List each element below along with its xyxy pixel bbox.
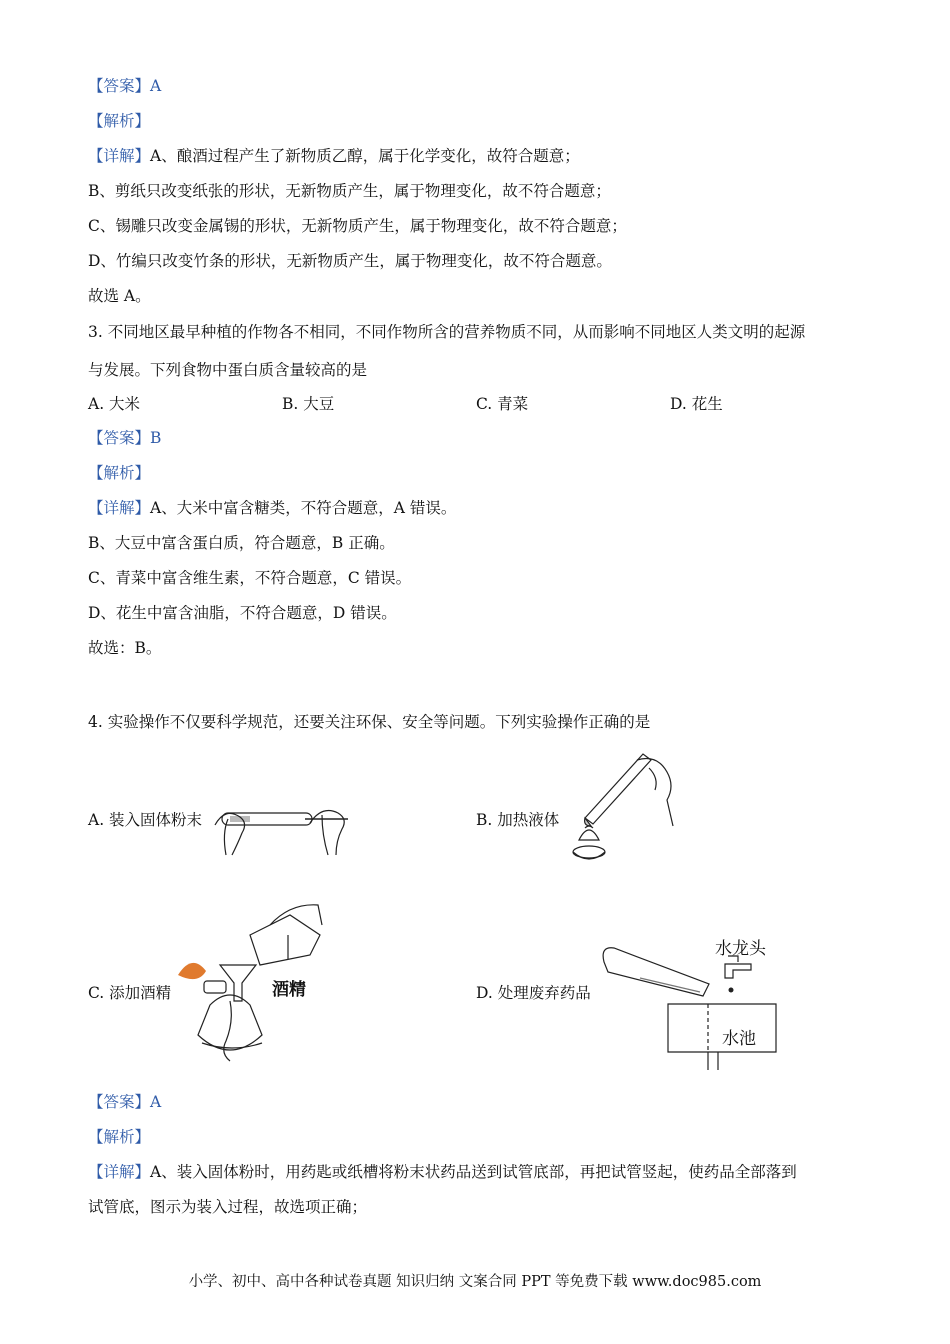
q2-answer: 【答案】A bbox=[88, 77, 162, 95]
q4-answer: 【答案】A bbox=[88, 1093, 162, 1111]
q4-stem: 4. 实验操作不仅要科学规范，还要关注环保、安全等问题。下列实验操作正确的是 bbox=[88, 713, 651, 731]
q3-detail-text: A、大米中富含糖类，不符合题意，A 错误。 bbox=[150, 499, 457, 517]
q4-detail-tag: 【详解】 bbox=[88, 1163, 151, 1181]
q2-line-c: C、锡雕只改变金属锡的形状，无新物质产生，属于物理变化，故不符合题意； bbox=[88, 217, 627, 235]
q4-option-b: B. 加热液体 bbox=[476, 811, 560, 829]
alcohol-label: 酒精 bbox=[272, 980, 306, 1000]
q4-option-d: D. 处理废弃药品 bbox=[476, 984, 591, 1002]
q4-detail-line2: 试管底，图示为装入过程，故选项正确； bbox=[88, 1198, 368, 1216]
q2-detail-text: A、酿酒过程产生了新物质乙醇，属于化学变化，故符合题意； bbox=[150, 147, 580, 165]
q4-analysis-heading: 【解析】 bbox=[88, 1128, 151, 1146]
q3-answer: 【答案】B bbox=[88, 429, 162, 447]
q2-detail-line bbox=[88, 146, 580, 166]
sink-label: 水池 bbox=[722, 1029, 756, 1049]
q3-conclusion: 故选：B。 bbox=[88, 639, 162, 657]
figure-d-waste-disposal bbox=[600, 932, 780, 1072]
q3-detail-tag: 【详解】 bbox=[88, 499, 151, 517]
q4-detail-text: A、装入固体粉时，用药匙或纸槽将粉末状药品送到试管底部，再把试管竖起，使药品全部落到 bbox=[150, 1163, 797, 1181]
q3-option-c: C. 青菜 bbox=[476, 395, 529, 413]
q4-option-c: C. 添加酒精 bbox=[88, 984, 172, 1002]
q4-detail-line bbox=[88, 1162, 797, 1182]
figure-a-powder-loading bbox=[210, 785, 360, 860]
q3-line-d: D、花生中富含油脂，不符合题意，D 错误。 bbox=[88, 604, 397, 622]
q3-detail-line bbox=[88, 498, 456, 518]
q2-line-d: D、竹编只改变竹条的形状，无新物质产生，属于物理变化，故不符合题意。 bbox=[88, 252, 612, 270]
q3-line-b: B、大豆中富含蛋白质，符合题意，B 正确。 bbox=[88, 534, 395, 552]
faucet-label: 水龙头 bbox=[715, 939, 766, 959]
q3-stem-line1: 3. 不同地区最早种植的作物各不相同，不同作物所含的营养物质不同，从而影响不同地区人类文明的起源 bbox=[88, 323, 806, 341]
water-drop-icon bbox=[729, 988, 734, 993]
figure-b-heating-liquid bbox=[565, 748, 685, 866]
q3-analysis-heading: 【解析】 bbox=[88, 464, 151, 482]
flame-icon bbox=[178, 963, 206, 979]
q3-stem-line2: 与发展。下列食物中蛋白质含量较高的是 bbox=[88, 361, 368, 379]
page-footer: 小学、初中、高中各种试卷真题 知识归纳 文案合同 PPT 等免费下载 www.doc985.com bbox=[188, 1274, 762, 1290]
q2-detail-tag: 【详解】 bbox=[88, 147, 151, 165]
figure-c-adding-alcohol bbox=[170, 895, 330, 1075]
q2-analysis-heading: 【解析】 bbox=[88, 112, 151, 130]
q3-line-c: C、青菜中富含维生素，不符合题意，C 错误。 bbox=[88, 569, 412, 587]
q3-option-d: D. 花生 bbox=[670, 395, 723, 413]
q2-conclusion: 故选 A。 bbox=[88, 287, 151, 305]
q3-option-a: A. 大米 bbox=[88, 395, 141, 413]
q4-option-a: A. 装入固体粉末 bbox=[88, 811, 203, 829]
q2-line-b: B、剪纸只改变纸张的形状，无新物质产生，属于物理变化，故不符合题意； bbox=[88, 182, 611, 200]
q3-option-b: B. 大豆 bbox=[282, 395, 335, 413]
